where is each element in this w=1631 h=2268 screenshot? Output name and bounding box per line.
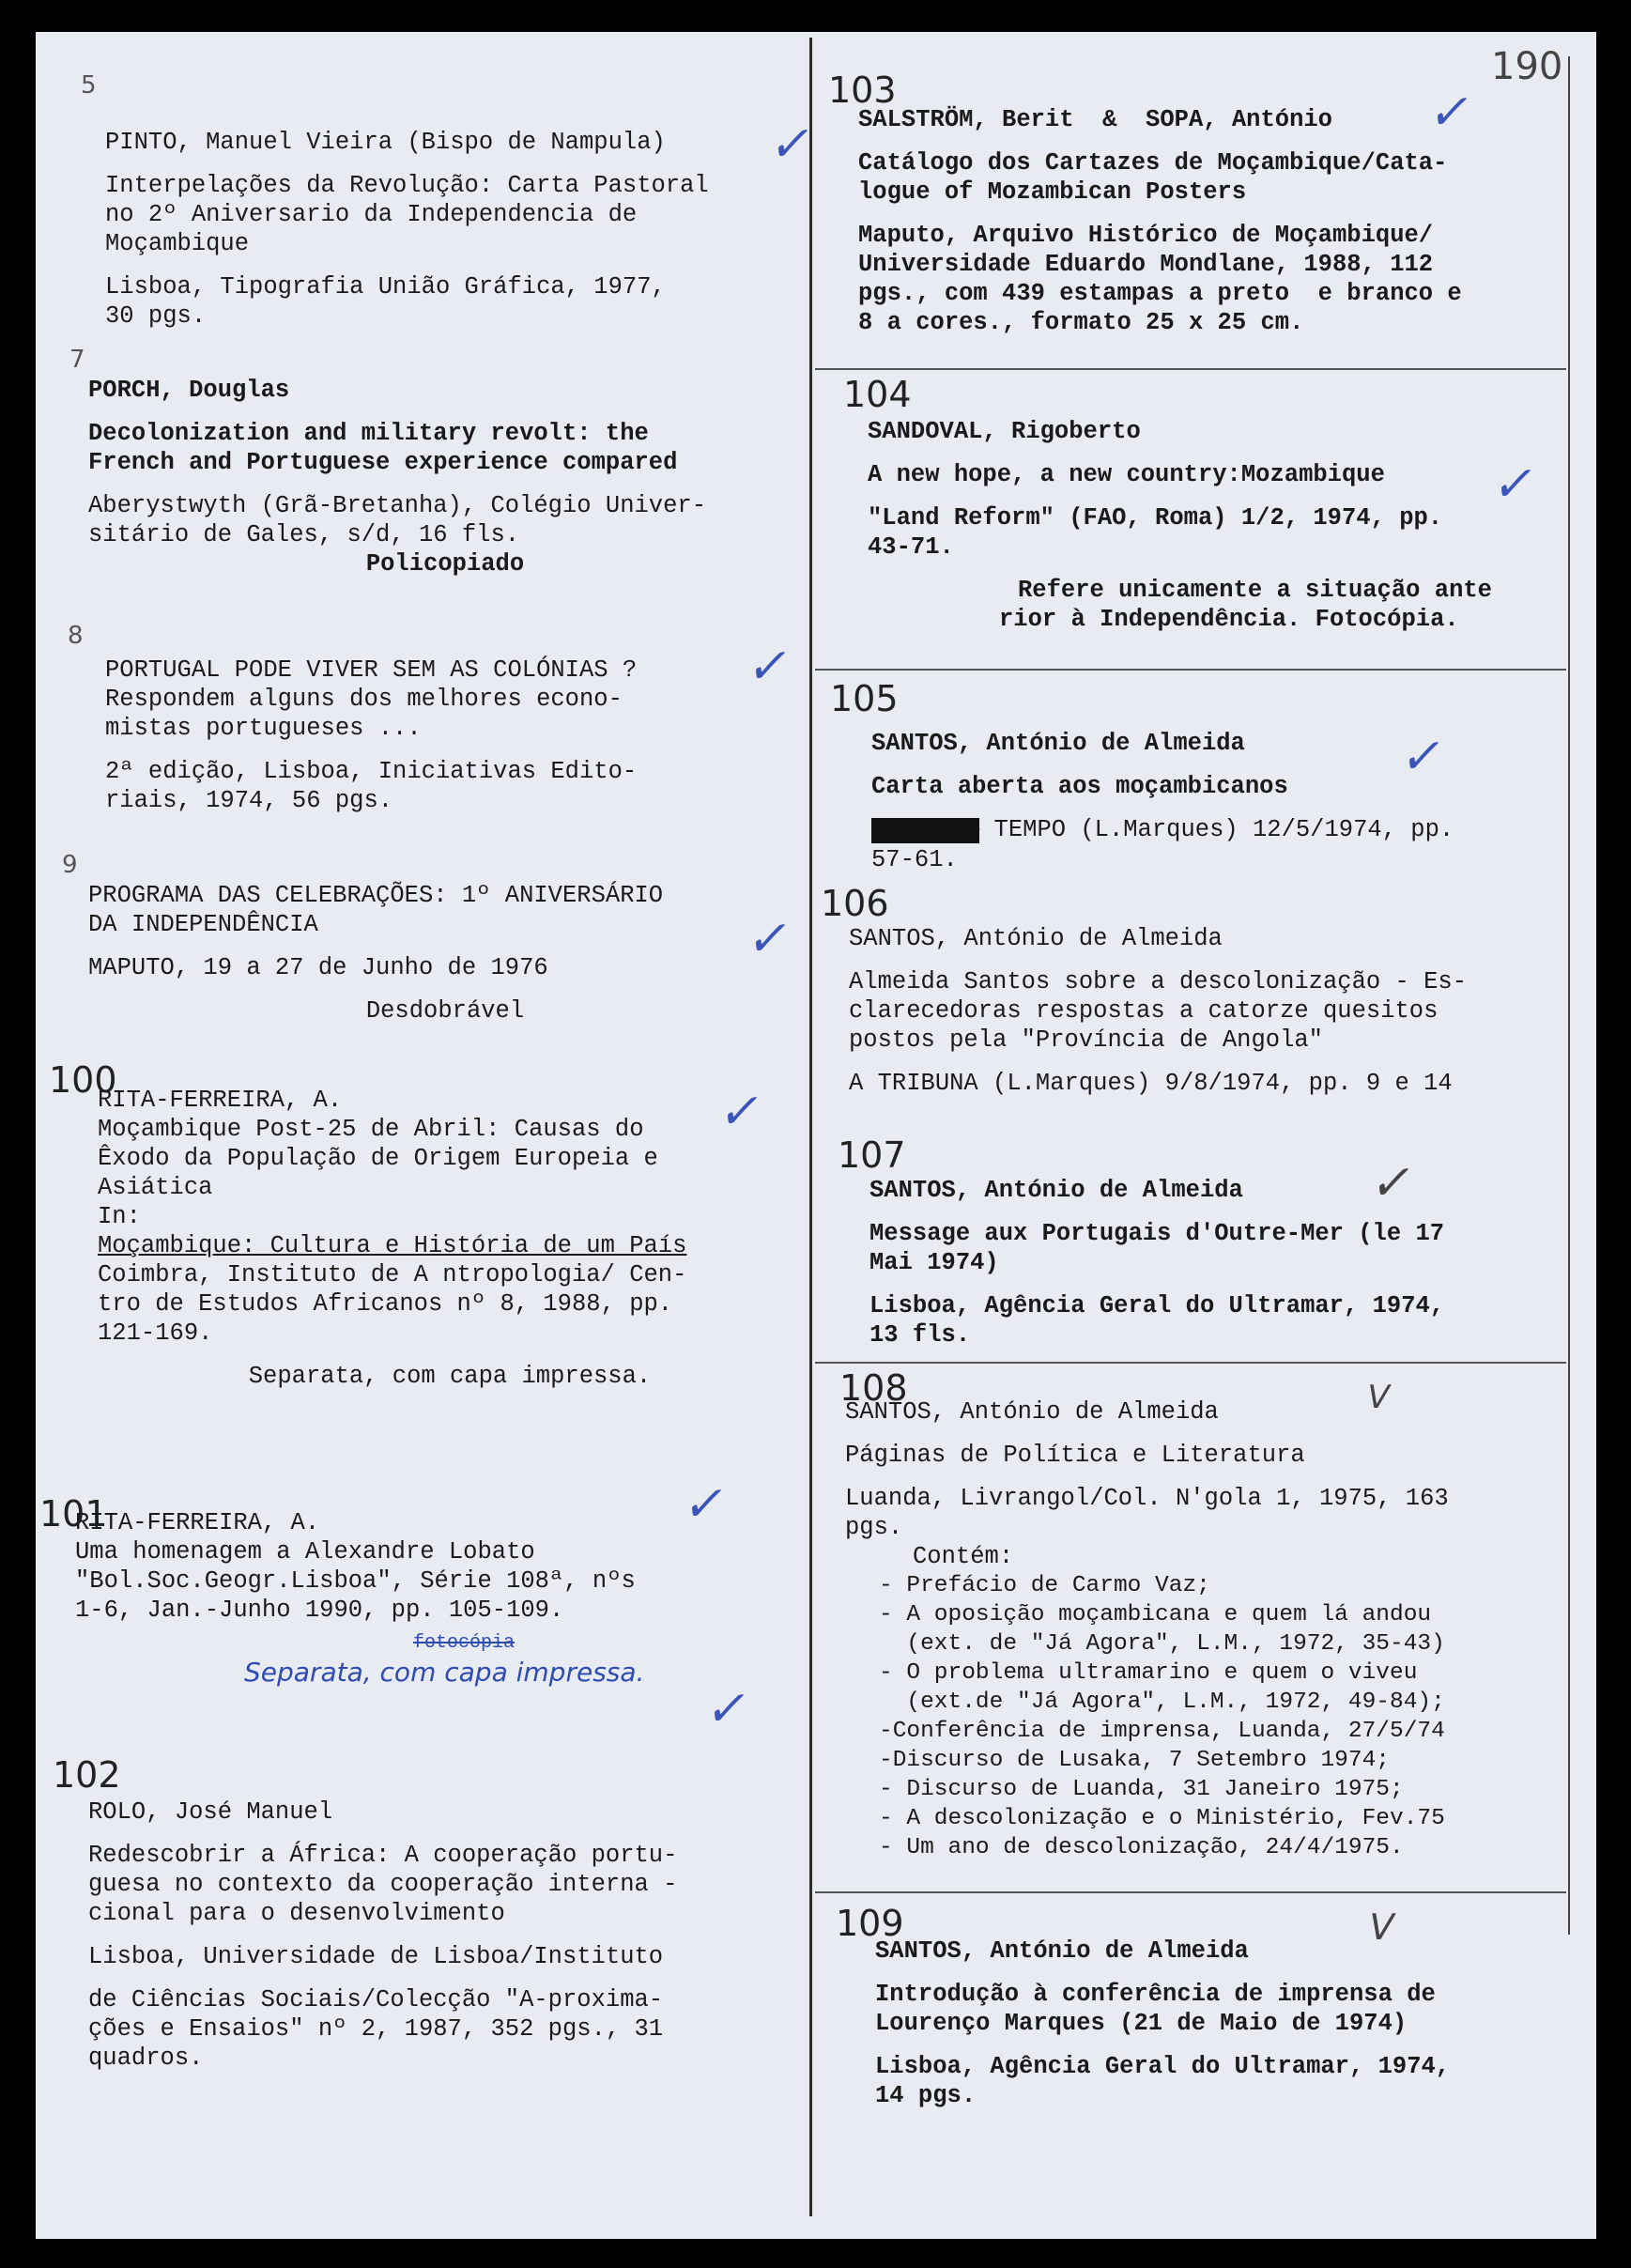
- entry-title-line: Message aux Portugais d'Outre-Mer (le 17: [869, 1220, 1445, 1247]
- entry-in-label: In:: [98, 1203, 141, 1230]
- contents-list: [845, 1571, 1572, 1862]
- entry-publication-line: Lisboa, Tipografia União Gráfica, 1977,: [105, 273, 666, 301]
- entry-title-line: Moçambique Post-25 de Abril: Causas do: [98, 1116, 644, 1143]
- entry-publication-line: Lisboa, Universidade de Lisboa/Instituto: [88, 1943, 664, 1970]
- entry-title-line: Respondem alguns dos melhores econo-: [105, 686, 623, 713]
- entry-note: Desdobrável: [365, 997, 525, 1025]
- entry-publication-line: tro de Estudos Africanos nº 8, 1988, pp.: [98, 1290, 673, 1318]
- entry-title-line: Êxodo da População de Origem Europeia e: [98, 1145, 658, 1172]
- entry-publication-line: Universidade Eduardo Mondlane, 1988, 112: [858, 251, 1434, 278]
- entry-number: 102: [53, 1754, 121, 1796]
- catalog-entry: [88, 881, 802, 1026]
- catalog-entry: [871, 729, 1572, 874]
- contents-label: Contém:: [913, 1543, 1014, 1570]
- entry-author: SANTOS, António de Almeida: [871, 730, 1245, 757]
- margin-mark: 7: [69, 346, 85, 374]
- entry-publication-line: riais, 1974, 56 pgs.: [105, 787, 393, 814]
- entry-title-line: Catálogo dos Cartazes de Moçambique/Cata-: [858, 149, 1448, 177]
- entry-publication-line: 13 fls.: [869, 1321, 971, 1349]
- entry-book-title: Moçambique: Cultura e História de um País: [98, 1232, 687, 1259]
- entry-separator: [815, 669, 1566, 671]
- entry-number: 103: [828, 69, 897, 111]
- entry-title-line: Introdução à conferência de imprensa de: [875, 1981, 1436, 2008]
- entry-number: 101: [39, 1493, 108, 1535]
- entry-title-line: Mai 1974): [869, 1249, 999, 1276]
- entry-author: PINTO, Manuel Vieira (Bispo de Nampula): [105, 129, 666, 156]
- catalog-entry: [98, 1086, 802, 1391]
- entry-title-line: Decolonization and military revolt: the: [88, 420, 649, 447]
- entry-title-line: "Bol.Soc.Geogr.Lisboa", Série 108ª, nºs: [75, 1567, 636, 1595]
- check-mark-icon: ✓: [679, 1476, 732, 1533]
- contents-item: -Conferência de imprensa, Luanda, 27/5/74: [879, 1719, 1445, 1744]
- entry-publication-line: 57-61.: [871, 846, 958, 873]
- entry-title-line: Uma homenagem a Alexandre Lobato: [75, 1538, 535, 1566]
- entry-publication-line: Maputo, Arquivo Histórico de Moçambique/: [858, 222, 1434, 249]
- check-mark-icon: ✓: [1366, 1155, 1420, 1211]
- entry-author: SANDOVAL, Rigoberto: [868, 418, 1141, 445]
- entry-publication-line: 14 pgs.: [875, 2082, 977, 2109]
- entry-publication-line: 30 pgs.: [105, 302, 207, 330]
- catalog-entry: [875, 1936, 1572, 2110]
- entry-separator: [815, 368, 1566, 370]
- contents-item: - A descolonização e o Ministério, Fev.75: [879, 1806, 1445, 1831]
- catalog-entry: [845, 1397, 1572, 1862]
- entry-author: PORCH, Douglas: [88, 377, 290, 404]
- entry-title-line: 1-6, Jan.-Junho 1990, pp. 105-109.: [75, 1597, 564, 1624]
- catalog-entry: [88, 1797, 802, 2073]
- entry-publication-line: 2ª edição, Lisboa, Iniciativas Edito-: [105, 758, 638, 785]
- entry-separator: [815, 1891, 1566, 1893]
- entry-author: SANTOS, António de Almeida: [845, 1398, 1219, 1426]
- entry-publication-line: pgs.: [845, 1514, 903, 1541]
- entry-title-line: cional para o desenvolvimento: [88, 1900, 505, 1927]
- entry-author: RITA-FERREIRA, A.: [98, 1087, 343, 1114]
- entry-number: 108: [839, 1367, 908, 1409]
- entry-publication-line: 43-71.: [868, 533, 954, 561]
- struck-text: Notícias: [871, 818, 980, 843]
- entry-title-line: Lourenço Marques (21 de Maio de 1974): [875, 2010, 1408, 2037]
- catalog-entry: [105, 128, 800, 331]
- entry-author: SANTOS, António de Almeida: [875, 1937, 1249, 1965]
- entry-publication-line: 8 a cores., formato 25 x 25 cm.: [858, 309, 1304, 336]
- contents-item: (ext. de "Já Agora", L.M., 1972, 35-43): [879, 1631, 1445, 1657]
- catalog-entry: [869, 1176, 1572, 1350]
- check-mark-icon: ✓: [715, 1084, 768, 1140]
- entry-title-line: mistas portugueses ...: [105, 715, 422, 742]
- entry-title-line: Páginas de Política e Literatura: [845, 1442, 1305, 1469]
- entry-publication-line: MAPUTO, 19 a 27 de Junho de 1976: [88, 954, 548, 981]
- check-mark-icon: ✓: [701, 1681, 755, 1737]
- entry-title-line: no 2º Aniversario da Independencia de: [105, 201, 638, 228]
- entry-separator: [815, 1362, 1566, 1364]
- entry-title-line: logue of Mozambican Posters: [858, 178, 1247, 206]
- entry-title-line: A new hope, a new country:Mozambique: [868, 461, 1385, 488]
- check-mark-icon: V: [1364, 1906, 1398, 1948]
- catalog-entry: [849, 924, 1572, 1098]
- check-mark-icon: ✓: [1488, 456, 1542, 513]
- entry-title-line: Asiática: [98, 1174, 213, 1201]
- entry-title-line: Almeida Santos sobre a descolonização - Es-: [849, 968, 1468, 995]
- contents-item: - Um ano de descolonização, 24/4/1975.: [879, 1835, 1404, 1860]
- contents-item: - A oposição moçambicana e quem lá andou: [879, 1602, 1432, 1628]
- check-mark-icon: ✓: [743, 639, 796, 695]
- entry-author: SANTOS, António de Almeida: [869, 1177, 1243, 1204]
- contents-item: -Discurso de Lusaka, 7 Setembro 1974;: [879, 1748, 1390, 1773]
- check-mark-icon: ✓: [743, 911, 796, 967]
- entry-publication-line: 121-169.: [98, 1319, 213, 1347]
- check-mark-icon: ✓: [1396, 729, 1450, 785]
- entry-publication-line: Lisboa, Agência Geral do Ultramar, 1974,: [869, 1292, 1445, 1319]
- entry-title-line: Moçambique: [105, 230, 250, 257]
- entry-title-line: Redescobrir a África: A cooperação portu-: [88, 1842, 678, 1869]
- entry-publication-line: pgs., com 439 estampas a preto e branco e: [858, 280, 1462, 307]
- margin-mark: 9: [62, 851, 78, 879]
- entry-title-line: Carta aberta aos moçambicanos: [871, 773, 1288, 800]
- entry-publication-line: quadros.: [88, 2044, 204, 2072]
- catalog-entry: [88, 376, 802, 579]
- entry-author: SALSTRÖM, Berit & SOPA, António: [858, 106, 1332, 133]
- entry-publication-line: Coimbra, Instituto de A ntropologia/ Cen-: [98, 1261, 687, 1288]
- entry-number: 109: [836, 1903, 904, 1944]
- entry-note: rior à Independência. Fotocópia.: [999, 606, 1459, 633]
- entry-title-line: Interpelações da Revolução: Carta Pastoral: [105, 172, 709, 199]
- entry-publication-line: de Ciências Sociais/Colecção "A-proxima-: [88, 1986, 664, 2013]
- catalog-entry: [868, 417, 1572, 634]
- entry-number: 100: [49, 1059, 117, 1101]
- entry-author: ROLO, José Manuel: [88, 1798, 333, 1826]
- contents-item: - Discurso de Luanda, 31 Janeiro 1975;: [879, 1777, 1404, 1802]
- contents-item: - O problema ultramarino e quem o viveu: [879, 1660, 1418, 1686]
- check-mark-icon: V: [1362, 1379, 1393, 1416]
- column-divider: [809, 38, 812, 2216]
- entry-title-line: postos pela "Província de Angola": [849, 1026, 1323, 1054]
- check-mark-icon: ✓: [765, 116, 819, 173]
- check-mark-icon: ✓: [1424, 85, 1478, 141]
- handwritten-note: Separata, com capa impressa.: [244, 1657, 645, 1688]
- entry-note: Refere unicamente a situação ante: [1018, 577, 1492, 604]
- entry-title-line: PROGRAMA DAS CELEBRAÇÕES: 1º ANIVERSÁRIO: [88, 882, 664, 909]
- entry-publication-line: Aberystwyth (Grã-Bretanha), Colégio Univer-: [88, 492, 707, 519]
- margin-mark: 8: [68, 622, 84, 650]
- entry-title-line: clarecedoras respostas a catorze quesitos: [849, 997, 1439, 1025]
- entry-number: 104: [843, 374, 912, 415]
- entry-title-line: PORTUGAL PODE VIVER SEM AS COLÓNIAS ?: [105, 656, 638, 684]
- entry-publication-line: TEMPO (L.Marques) 12/5/1974, pp.: [993, 816, 1454, 843]
- catalog-entry: [105, 656, 800, 815]
- margin-mark: 5: [81, 71, 97, 100]
- entry-title-line: DA INDEPENDÊNCIA: [88, 911, 318, 938]
- entry-publication-line: sitário de Gales, s/d, 16 fls.: [88, 521, 520, 548]
- entry-publication-line: Luanda, Livrangol/Col. N'gola 1, 1975, 163: [845, 1485, 1449, 1512]
- entry-author: SANTOS, António de Almeida: [849, 925, 1223, 952]
- entry-author: RITA-FERREIRA, A.: [75, 1509, 320, 1536]
- entry-note: Separata, com capa impressa.: [248, 1363, 652, 1390]
- entry-note: Policopiado: [365, 550, 525, 578]
- catalog-entry: [858, 105, 1572, 337]
- contents-item: (ext.de "Já Agora", L.M., 1972, 49-84);: [879, 1689, 1445, 1715]
- entry-title-line: guesa no contexto da cooperação interna -: [88, 1871, 678, 1898]
- catalog-entry: [75, 1508, 802, 1689]
- entry-publication-line: Lisboa, Agência Geral do Ultramar, 1974,: [875, 2053, 1451, 2080]
- entry-publication-line: "Land Reform" (FAO, Roma) 1/2, 1974, pp.: [868, 504, 1443, 532]
- struck-text: fotocópia: [413, 1632, 515, 1654]
- entry-number: 105: [830, 678, 899, 719]
- entry-number: 106: [821, 883, 889, 924]
- entry-number: 107: [838, 1134, 906, 1176]
- entry-title-line: French and Portuguese experience compared: [88, 449, 678, 476]
- entry-publication-line: ções e Ensaios" nº 2, 1987, 352 pgs., 31: [88, 2015, 664, 2043]
- entry-publication-line: A TRIBUNA (L.Marques) 9/8/1974, pp. 9 e 14: [849, 1070, 1453, 1097]
- page-number: 190: [1491, 45, 1563, 88]
- contents-item: - Prefácio de Carmo Vaz;: [879, 1573, 1210, 1598]
